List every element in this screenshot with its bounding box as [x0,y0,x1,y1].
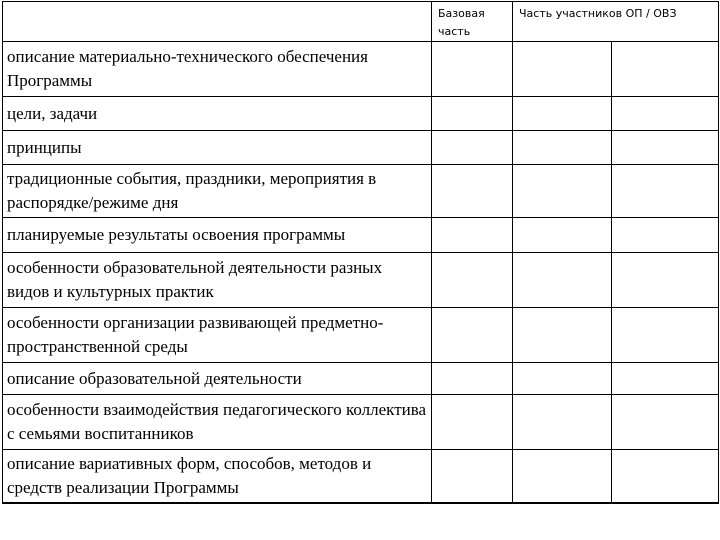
table-row [3,42,719,97]
header-base-part: Базовая часть [432,2,513,42]
table-row [3,450,719,503]
row-label: планируемые результаты освоения программы [3,218,432,253]
base-part-cell [432,363,513,395]
ovz-cell [612,450,719,503]
row-label: принципы [3,131,432,165]
ovz-cell [612,97,719,131]
header-row [3,2,719,42]
row-label: описание образовательной деятельности [3,363,432,395]
ovz-cell [612,253,719,308]
row-label: особенности организации развивающей предметно-пространственной среды [3,308,432,363]
row-label: описание материально-технического обеспечения Программы [3,42,432,97]
row-label: цели, задачи [3,97,432,131]
table-row [3,395,719,450]
table-row [3,97,719,131]
base-part-cell [432,218,513,253]
ovz-cell [612,395,719,450]
participants-cell [513,395,612,450]
participants-cell [513,218,612,253]
table-row [3,165,719,218]
row-label: особенности взаимодействия педагогического коллектива с семьями воспитанников [3,395,432,450]
table-row [3,131,719,165]
header-empty-cell [3,2,432,42]
table-row [3,308,719,363]
ovz-cell [612,218,719,253]
participants-cell [513,131,612,165]
row-label: традиционные события, праздники, мероприятия в распорядке/режиме дня [3,165,432,218]
base-part-cell [432,97,513,131]
participants-cell [513,165,612,218]
program-structure-table [2,1,719,504]
table-row [3,363,719,395]
ovz-cell [612,165,719,218]
base-part-cell [432,253,513,308]
ovz-cell [612,308,719,363]
participants-cell [513,450,612,503]
table-row [3,218,719,253]
table-row [3,253,719,308]
participants-cell [513,253,612,308]
base-part-cell [432,42,513,97]
base-part-cell [432,450,513,503]
ovz-cell [612,42,719,97]
base-part-cell [432,165,513,218]
base-part-cell [432,395,513,450]
header-participants-part: Часть участников ОП / ОВЗ [513,2,719,42]
base-part-cell [432,308,513,363]
participants-cell [513,308,612,363]
row-label: особенности образовательной деятельности разных видов и культурных практик [3,253,432,308]
base-part-cell [432,131,513,165]
ovz-cell [612,363,719,395]
participants-cell [513,363,612,395]
participants-cell [513,97,612,131]
row-label: описание вариативных форм, способов, методов и средств реализации Программы [3,450,432,503]
participants-cell [513,42,612,97]
ovz-cell [612,131,719,165]
